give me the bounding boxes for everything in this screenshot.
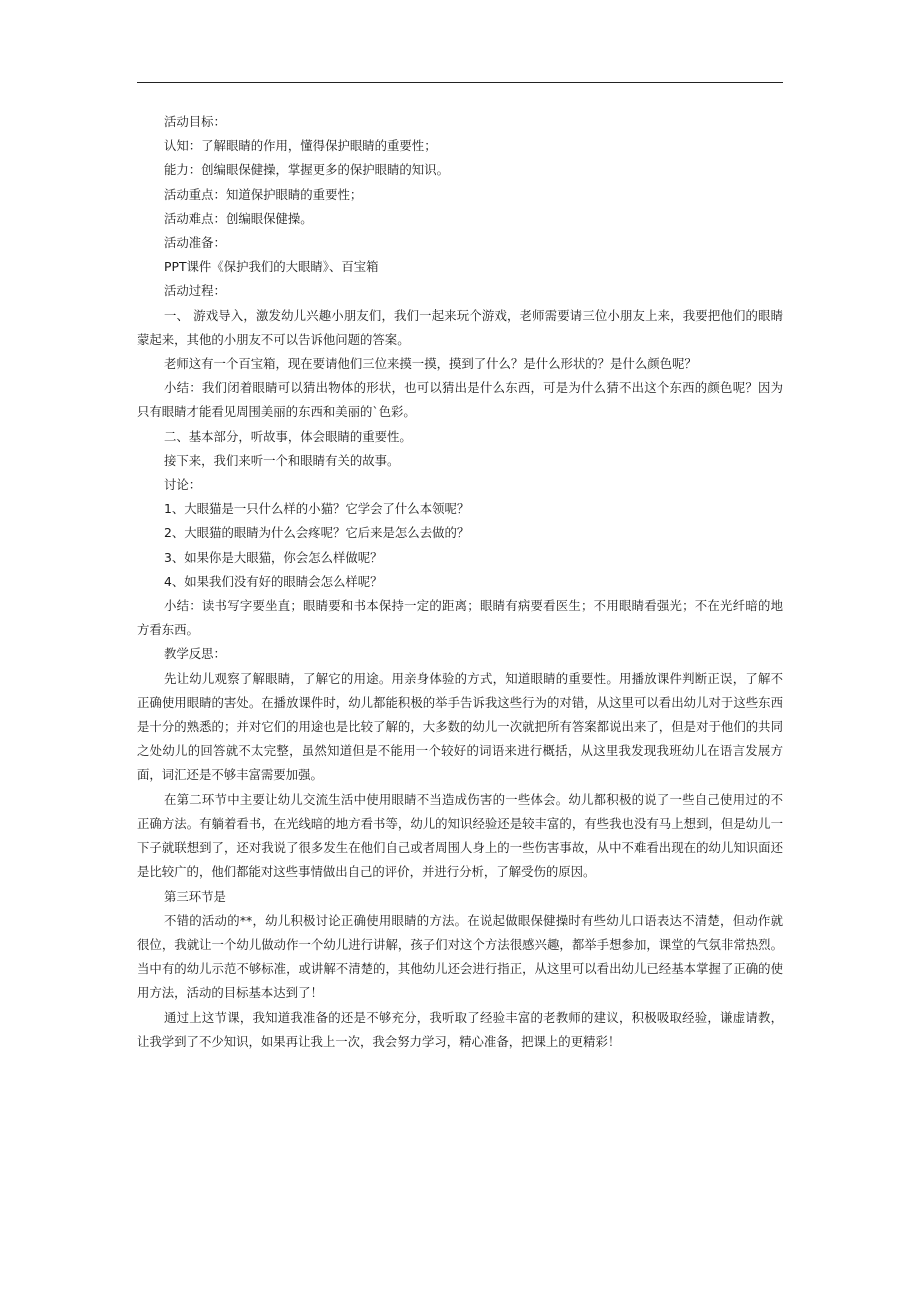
paragraph: 活动准备： xyxy=(164,235,226,251)
paragraph: 老师这有一个百宝箱，现在要请他们三位来摸一摸，摸到了什么？是什么形状的？是什么颜色呢？ xyxy=(164,356,697,372)
paragraph: 讨论： xyxy=(164,477,202,493)
paragraph: 认知：了解眼睛的作用，懂得保护眼睛的重要性； xyxy=(164,138,437,154)
paragraph: 活动过程： xyxy=(164,283,226,299)
paragraph: 能力：创编眼保健操，掌握更多的保护眼睛的知识。 xyxy=(164,162,449,178)
list-item: 1、大眼猫是一只什么样的小猫？它学会了什么本领呢？ xyxy=(164,501,470,517)
paragraph: 活动难点：创编眼保健操。 xyxy=(164,210,313,226)
paragraph: 接下来，我们来听一个和眼睛有关的故事。 xyxy=(164,452,400,468)
paragraph: 第三环节是 xyxy=(164,888,226,904)
paragraph: 小结：我们闭着眼睛可以猜出物体的形状，也可以猜出是什么东西，可是为什么猜不出这个东西的颜色呢？因为只有眼睛才能看见周围美丽的东西和美丽的`色彩。 xyxy=(137,380,783,420)
paragraph: 活动目标： xyxy=(164,114,226,129)
document-body xyxy=(137,110,783,1054)
header-rule xyxy=(137,82,783,83)
paragraph: 不错的活动的**，幼儿积极讨论正确使用眼睛的方法。在说起做眼保健操时有些幼儿口语表达不清楚，但动作就很位，我就让一个幼儿做动作一个幼儿进行讲解，孩子们对这个方法很感兴趣，都举手想参加，课堂的气氛非常热烈。当中有的幼儿示范不够标准，或讲解不清楚的，其他幼儿还会进行指正，从这里可以看出幼儿已经基本掌握了正确的使用方法，活动的目标基本达到了！ xyxy=(137,912,783,1001)
list-item: 2、大眼猫的眼睛为什么会疼呢？它后来是怎么去做的？ xyxy=(164,525,470,541)
paragraph: 在第二环节中主要让幼儿交流生活中使用眼睛不当造成伤害的一些体会。幼儿都积极的说了一些自己使用过的不正确方法。有躺着看书，在光线暗的地方看书等，幼儿的知识经验还是较丰富的，有些我也没有马上想到，但是幼儿一下子就联想到了，还对我说了很多发生在他们自己或者周围人身上的一些伤害事故，从中不难看出现在的幼儿知识面还是比较广的，他们都能对这些事情做出自己的评价，并进行分析，了解受伤的原因。 xyxy=(137,791,783,880)
list-item: 4、如果我们没有好的眼睛会怎么样呢？ xyxy=(164,573,383,589)
paragraph: 一、 游戏导入，激发幼儿兴趣小朋友们，我们一起来玩个游戏，老师需要请三位小朋友上来，我要把他们的眼睛蒙起来，其他的小朋友不可以告诉他问题的答案。 xyxy=(137,307,783,347)
paragraph: 活动重点：知道保护眼睛的重要性； xyxy=(164,186,363,202)
paragraph: 先让幼儿观察了解眼睛，了解它的用途。用亲身体验的方式，知道眼睛的重要性。用播放课件判断正误，了解不正确使用眼睛的害处。在播放课件时，幼儿都能积极的举手告诉我这些行为的对错，从这里可以看出幼儿对于这些东西是十分的熟悉的；并对它们的用途也是比较了解的，大多数的幼儿一次就把所有答案都说出来了，但是对于他们的共同之处幼儿的回答就不太完整，虽然知道但是不能用一个较好的词语来进行概括，从这里我发现我班幼儿在语言发展方面，词汇还是不够丰富需要加强。 xyxy=(137,670,783,783)
paragraph: 教学反思： xyxy=(164,646,226,662)
paragraph: 通过上这节课，我知道我准备的还是不够充分，我听取了经验丰富的老教师的建议，积极吸取经验，谦虚请教，让我学到了不少知识，如果再让我上一次，我会努力学习，精心准备，把课上的更精彩！ xyxy=(137,1009,783,1049)
paragraph: PPT课件《保护我们的大眼睛》、百宝箱 xyxy=(164,259,379,275)
list-item: 3、如果你是大眼猫，你会怎么样做呢？ xyxy=(164,549,383,565)
paragraph: 二、基本部分，听故事，体会眼睛的重要性。 xyxy=(164,428,412,444)
paragraph: 小结：读书写字要坐直；眼睛要和书本保持一定的距离；眼睛有病要看医生；不用眼睛看强光；不在光纤暗的地方看东西。 xyxy=(137,598,783,638)
